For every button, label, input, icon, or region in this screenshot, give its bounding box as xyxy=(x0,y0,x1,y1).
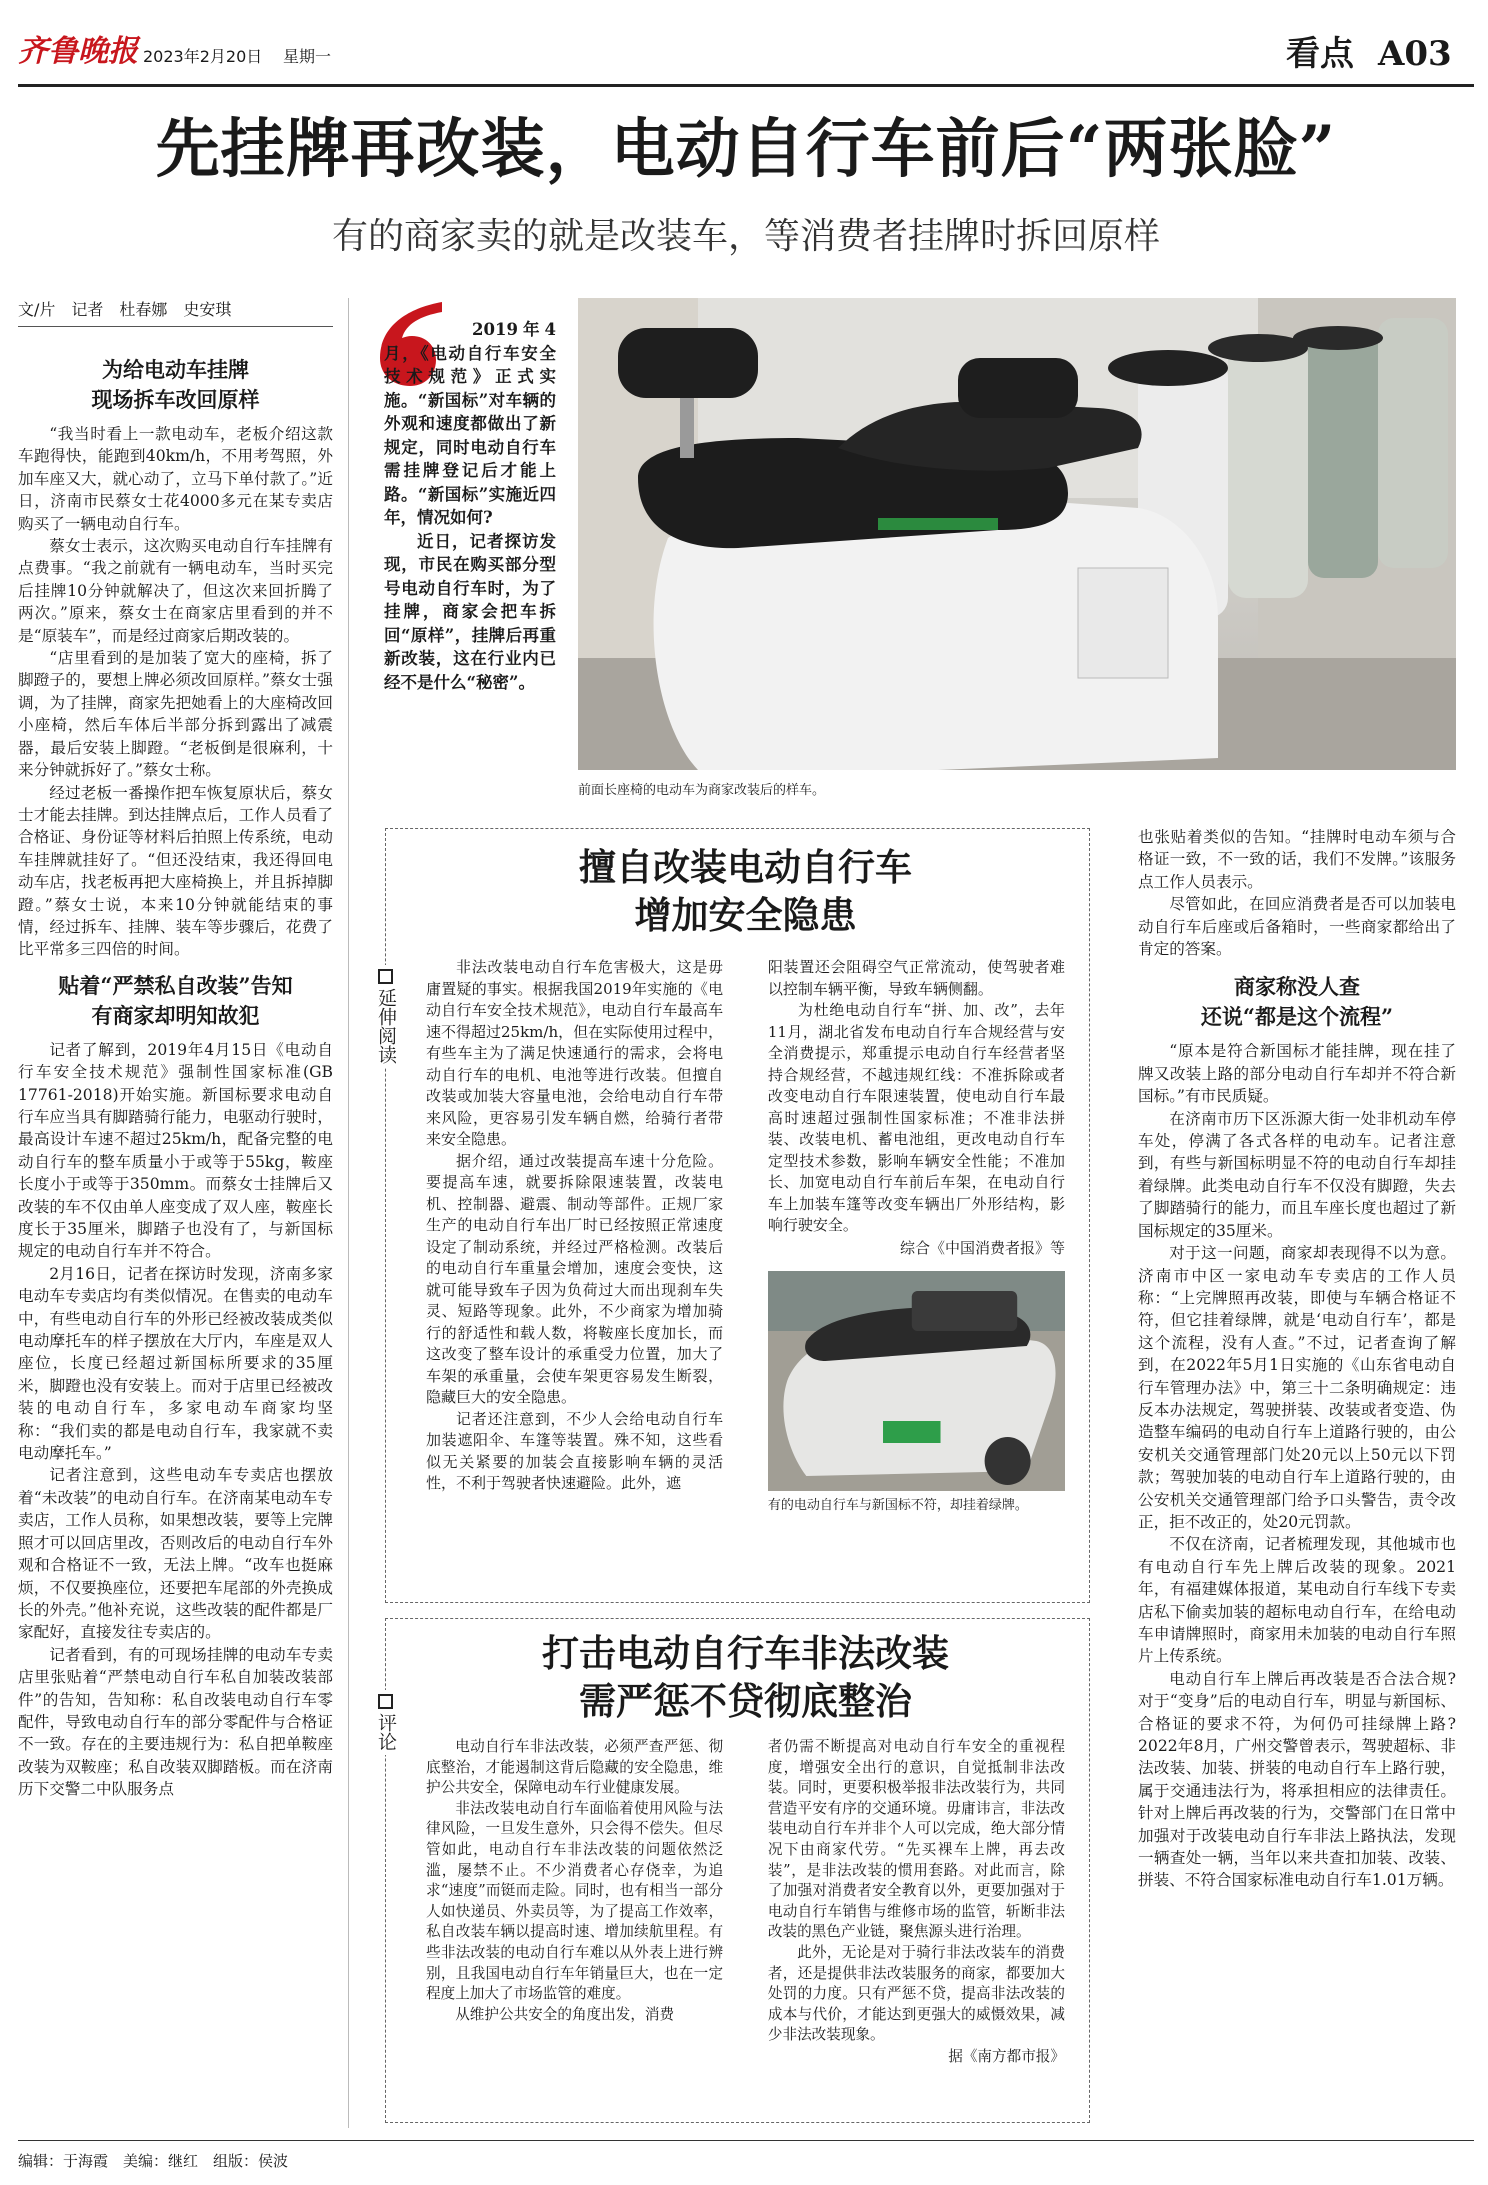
section-name: 看点 xyxy=(1286,34,1354,74)
intro-text xyxy=(384,318,556,694)
box2-paragraph: 从维护公共安全的角度出发，消费 xyxy=(455,2005,675,2023)
left-paragraph: 记者注意到，这些电动车专卖店也摆放着“未改装”的电动自行车。在济南某电动车专卖店，工作人员称，如果想改装，要等上完牌照才可以回店里改，否则改后的电动自行车外观和合格证不一致，无法上牌。“改车也挺麻烦，不仅要换座位，还要把车尾部的外壳换成长的外壳。”他补充说，这些改装的配件都是厂家配好，直接发往专卖店的。 xyxy=(18,1466,333,1642)
right-paragraph: 不仅在济南，记者梳理发现，其他城市也有电动自行车先上牌后改装的现象。2021年，有福建媒体报道，某电动自行车线下专卖店私下偷卖加装的超标电动自行车，在给电动车申请牌照时，商家用未加装的电动自行车照片上传系统。 xyxy=(1138,1535,1456,1666)
box2-paragraph: 者仍需不断提高对电动自行车安全的重视程度，增强安全出行的意识，自觉抵制非法改装。同时，更要积极举报非法改装行为，共同营造平安有序的交通环境。毋庸讳言，非法改装电动自行车并非个人可以完成，绝大部分情况下由商家代劳。“先买裸车上牌，再去改装”，是非法改装的惯用套路。对此而言，除了加强对消费者安全教育以外，更要加强对于电动自行车销售与维修市场的监管，斩断非法改装的黑色产业链，聚焦源头进行治理。 xyxy=(767,1738,1065,1941)
box1-paragraph: 为杜绝电动自行车“拼、加、改”，去年11月，湖北省发布电动自行车合规经营与安全消费提示，郑重提示电动自行车经营者坚持合规经营，不越违规红线：不准拆除或者改变电动自行车限速装置，使电动自行车最高时速超过强制性国家标准；不准非法拼装、改装电机、蓄电池组，更改电动自行车定型技术参数，影响车辆安全性能；不准加长、加宽电动自行车前后车架，在电动自行车上加装车篷等改变车辆出厂外形结构，影响行驶安全。 xyxy=(767,1001,1065,1234)
intro-paragraph: 2019年4月，《电动自行车安全技术规范》正式实施。“新国标”对车辆的外观和速度都做出了新规定，同时电动自行车需挂牌登记后才能上路。“新国标”实施近四年，情况如何? xyxy=(384,320,556,527)
photo1-caption: 前面长座椅的电动车为商家改装后的样车。 xyxy=(578,783,826,798)
left-paragraph: 经过老板一番操作把车恢复原状后，蔡女士才能去挂牌。到达挂牌点后，工作人员看了合格证、身份证等材料后拍照上传系统，电动车挂牌就挂好了。“但还没结束，我还得回电动车店，找老板再把大座椅换上，并且拆掉脚蹬。”蔡女士说，本来10分钟就能结束的事情，经过拆车、挂牌、装车等步骤后，花费了比平常多三四倍的时间。 xyxy=(18,783,333,959)
right-paragraph: “原本是符合新国标才能挂牌，现在挂了牌又改装上路的部分电动自行车却并不符合新国标。”有市民质疑。 xyxy=(1138,1042,1456,1106)
left-paragraph: “我当时看上一款电动车，老板介绍这款车跑得快，能跑到40km/h，不用考驾照，外加车座又大，就心动了，立马下单付款了。”近日，济南市民蔡女士花4000多元在某专卖店购买了一辆电动自行车。 xyxy=(18,425,333,533)
box2-paragraph: 电动自行车非法改装，必须严查严惩、彻底整治，才能遏制这背后隐藏的安全隐患，维护公共安全，保障电动车行业健康发展。 xyxy=(426,1738,724,1797)
headline: 先挂牌再改装，电动自行车前后“两张脸” xyxy=(155,112,1337,187)
box1-title: 擅自改装电动自行车 增加安全隐患 xyxy=(579,845,912,937)
box1-paragraph: 非法改装电动自行车危害极大，这是毋庸置疑的事实。根据我国2019年实施的《电动自行车安全技术规范》，电动自行车最高车速不得超过25km/h，但在实际使用过程中，有些车主为了满足快速通行的需求，会将电动自行车的电机、电池等进行改装。但擅自改装或加装大容量电池，会给电动自行车带来风险，更容易引发车辆自燃，给骑行者带来安全隐患。 xyxy=(426,958,724,1148)
left-paragraph: “店里看到的是加装了宽大的座椅，拆了脚蹬子的，要想上牌必须改回原样。”蔡女士强调，为了挂牌，商家先把她看上的大座椅改回小座椅，然后车体后半部分拆到露出了减震器，最后安装上脚蹬。“老板倒是很麻利，十来分钟就拆好了。”蔡女士称。 xyxy=(18,649,333,780)
right-paragraph: 也张贴着类似的告知。“挂牌时电动车须与合格证一致，不一致的话，我们不发牌。”该服务点工作人员表示。 xyxy=(1138,828,1456,891)
intro-paragraph: 近日，记者探访发现，市民在购买部分型号电动自行车时，为了挂牌，商家会把车拆回“原样”，挂牌后再重新改装，这在行业内已经不是什么“秘密”。 xyxy=(384,531,556,692)
box2-paragraph: 此外，无论是对于骑行非法改装车的消费者，还是提供非法改装服务的商家，都要加大处罚的力度。只有严惩不贷，提高非法改装的成本与代价，才能达到更强大的威慑效果，减少非法改装现象。 xyxy=(767,1943,1065,2044)
footer-credits: 编辑：于海霞 美编：继红 组版：侯波 xyxy=(18,2152,289,2170)
square-icon xyxy=(378,1694,393,1709)
right-paragraph: 电动自行车上牌后再改装是否合法合规?对于“变身”后的电动自行车，明显与新国标、合格证的要求不符，为何仍可挂绿牌上路?2022年8月，广州交警曾表示，驾驶超标、非法改装、加装、拼装的电动自行车上路行驶，属于交通违法行为，将承担相应的法律责任。针对上牌后再改装的行为，交警部门在日常中加强对于改装电动自行车非法上路执法，发现一辆查处一辆，当年以来共查扣加装、改装、拼装、不符合国家标准电动自行车1.01万辆。 xyxy=(1138,1669,1456,1890)
box1-paragraph: 据介绍，通过改装提高车速十分危险。要提高车速，就要拆除限速装置，改装电机、控制器、避震、制动等部件。正规厂家生产的电动自行车出厂时已经按照正常速度设定了制动系统，并经过严格检测。改装后的电动自行车重量会增加，速度会变快，这就可能导致车子因为负荷过大而出现刹车失灵、短路等现象。此外，不少商家为增加骑行的舒适性和载人数，将鞍座长度加长，而这改变了整车设计的承重受力位置，加大了车架的承重量，会使车架更容易发生断裂，隐藏巨大的安全隐患。 xyxy=(426,1151,724,1406)
subheading-1: 为给电动车挂牌 现场拆车改回原样 xyxy=(91,357,260,412)
extended-reading-box xyxy=(385,828,1090,1603)
photo-showroom-ebikes xyxy=(578,298,1456,770)
footer-rule xyxy=(18,2140,1474,2141)
masthead xyxy=(18,34,1474,82)
box2-source: 据《南方都市报》 xyxy=(948,2047,1065,2065)
right-column xyxy=(1138,826,1456,1892)
right-paragraph: 对于这一问题，商家却表现得不以为意。济南市中区一家电动车专卖店的工作人员称：“上完牌照再改装，即使与车辆合格证不符，但它挂着绿牌，就是‘电动自行车’，都是这个流程，没有人查。”不过，记者查询了解到，在2022年5月1日实施的《山东省电动自行车管理办法》中，第三十二条明确规定：违反本办法规定，驾驶拼装、改装或者变造、伪造整车编码的电动自行车上道路行驶的，由公安机关交通管理部门处20元以上50元以下罚款；驾驶加装的电动自行车上道路行驶的，由公安机关交通管理部门给予口头警告，责令改正，拒不改正的，处20元罚款。 xyxy=(1138,1244,1456,1531)
left-paragraph: 记者看到，有的可现场挂牌的电动车专卖店里张贴着“严禁电动自行车私自加装改装部件”的告知，告知称：私自改装电动自行车零配件，导致电动自行车的部分零配件与合格证不一致。存在的主要违规行为：私自把单鞍座改装为双鞍座；私自改装双脚踏板。而在济南历下交警二中队服务点 xyxy=(18,1645,333,1799)
box2-label: 评论 xyxy=(374,1690,396,1755)
square-icon xyxy=(378,969,393,984)
box1-label: 延伸阅读 xyxy=(374,965,396,1068)
issue-date: 2023年2月20日 xyxy=(143,47,263,66)
byline: 文/片 记者 杜春娜 史安琪 xyxy=(18,298,333,327)
box1-paragraph: 记者还注意到，不少人会给电动自行车加装遮阳伞、车篷等装置。殊不知，这些看似无关紧要的加装会直接影响车辆的灵活性，不利于驾驶者快速避险。此外，遮 xyxy=(426,1409,724,1492)
newspaper-logo: 齐鲁晚报 xyxy=(18,34,138,69)
column-divider xyxy=(348,298,349,2128)
header-rule xyxy=(18,84,1474,87)
left-paragraph: 记者了解到，2019年4月15日《电动自行车安全技术规范》强制性国家标准(GB 17761-2018)开始实施。新国标要求电动自行车应当具有脚踏骑行能力，电驱动行驶时，最高设计车速不超过25km/h，配备完整的电动自行车的整车质量小于或等于55kg，鞍座长度小于或等于350mm。而蔡女士挂牌后又改装的车不仅由单人座变成了双人座，鞍座长度长于35厘米，脚踏子也没有了，与新国标规定的电动自行车并不符合。 xyxy=(18,1040,333,1261)
commentary-box xyxy=(385,1618,1090,2123)
subheadline: 有的商家卖的就是改装车，等消费者挂牌时拆回原样 xyxy=(331,216,1160,257)
subheading-2: 贴着“严禁私自改装”告知 有商家却明知故犯 xyxy=(58,972,293,1028)
box1-paragraph: 阳装置还会阻碍空气正常流动，使驾驶者难以控制车辆平衡，导致车辆侧翻。 xyxy=(767,958,1065,998)
subheading-3: 商家称没人查 还说“都是这个流程” xyxy=(1200,974,1394,1030)
left-paragraph: 蔡女士表示，这次购买电动自行车挂牌有点费事。“我之前就有一辆电动车，当时买完后挂牌10分钟就解决了，但这次来回折腾了两次。”原来，蔡女士在商家店里看到的并不是“原装车”，而是经过商家后期改装的。 xyxy=(18,537,333,645)
right-paragraph: 尽管如此，在回应消费者是否可以加装电动自行车后座或后备箱时，一些商家都给出了肯定的答案。 xyxy=(1138,895,1456,959)
left-column xyxy=(18,355,333,1801)
box1-source: 综合《中国消费者报》等 xyxy=(899,1238,1065,1257)
box1-photo-caption: 有的电动自行车与新国标不符，却挂着绿牌。 xyxy=(767,1497,1028,1513)
page-number: A03 xyxy=(1378,34,1452,74)
box2-title: 打击电动自行车非法改装 需严惩不贷彻底整治 xyxy=(542,1631,949,1723)
right-paragraph: 在济南市历下区泺源大街一处非机动车停车处，停满了各式各样的电动车。记者注意到，有些与新国标明显不符的电动自行车却挂着绿牌。此类电动自行车不仅没有脚蹬，失去了脚踏骑行的能力，而且车座长度也超过了新国标规定的35厘米。 xyxy=(1138,1109,1456,1240)
issue-weekday: 星期一 xyxy=(283,47,332,66)
left-paragraph: 2月16日，记者在探访时发现，济南多家电动车专卖店均有类似情况。在售卖的电动车中，有些电动自行车的外形已经被改装成类似电动摩托车的样子摆放在大厅内，车座是双人座位，长度已经超过新国标所要求的35厘米，脚蹬也没有安装上。而对于店里已经被改装的电动自行车，多家电动车商家均坚称：“我们卖的都是电动自行车，我家就不卖电动摩托车。” xyxy=(18,1264,333,1463)
photo-green-plate-ebike xyxy=(768,1271,1065,1491)
box2-paragraph: 非法改装电动自行车面临着使用风险与法律风险，一旦发生意外，只会得不偿失。但尽管如此，电动自行车非法改装的问题依然泛滥，屡禁不止。不少消费者心存侥幸，为追求“速度”而铤而走险。同时，也有相当一部分人如快递员、外卖员等，为了提高工作效率，私自改装车辆以提高时速、增加续航里程。有些非法改装的电动自行车难以从外表上进行辨别，且我国电动自行车年销量巨大，也在一定程度上加大了市场监管的难度。 xyxy=(426,1799,724,2003)
